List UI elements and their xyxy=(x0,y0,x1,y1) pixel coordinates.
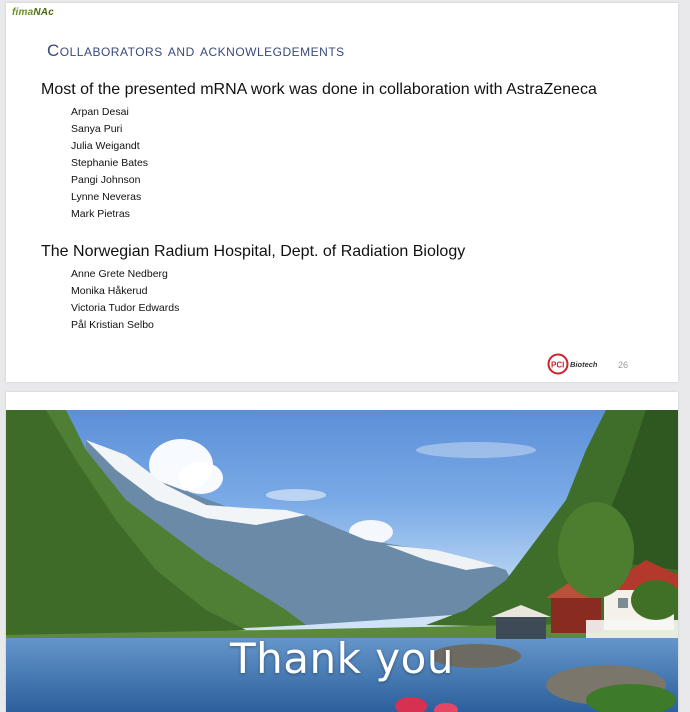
list-item: Arpan Desai xyxy=(71,106,129,118)
list-item: Anne Grete Nedberg xyxy=(71,268,168,280)
list-item: Stephanie Bates xyxy=(71,157,149,169)
list-item: Pål Kristian Selbo xyxy=(71,319,154,331)
section-heading-radium-hospital: The Norwegian Radium Hospital, Dept. of Radiation Biology xyxy=(41,243,466,260)
slide-thank-you xyxy=(6,392,678,712)
pci-biotech-logo xyxy=(547,353,607,375)
thank-you-message: Thank you xyxy=(230,634,454,683)
list-item: Pangi Johnson xyxy=(71,174,141,186)
pci-mark-text: PCI xyxy=(551,360,565,370)
pci-biotech-text: Biotech xyxy=(570,360,598,369)
list-item: Monika Håkerud xyxy=(71,285,148,297)
slide-acknowledgements xyxy=(6,3,678,382)
page-number: 26 xyxy=(618,360,629,370)
logo-text-fima: fima xyxy=(12,7,34,18)
slide-title: Collaborators and acknowlegdements xyxy=(47,41,345,60)
names-list-astrazeneca xyxy=(71,104,148,223)
list-item: Sanya Puri xyxy=(71,123,123,135)
fimanac-logo xyxy=(12,7,54,18)
list-item: Mark Pietras xyxy=(71,208,130,220)
fjord-landscape-image xyxy=(6,410,678,712)
section-heading-astrazeneca: Most of the presented mRNA work was done in collaboration with AstraZeneca xyxy=(41,81,597,98)
list-item: Victoria Tudor Edwards xyxy=(71,302,180,314)
logo-text-nac: NAc xyxy=(33,7,54,18)
list-item: Julia Weigandt xyxy=(71,140,140,152)
list-item: Lynne Neveras xyxy=(71,191,142,203)
names-list-radium-hospital xyxy=(71,266,179,334)
